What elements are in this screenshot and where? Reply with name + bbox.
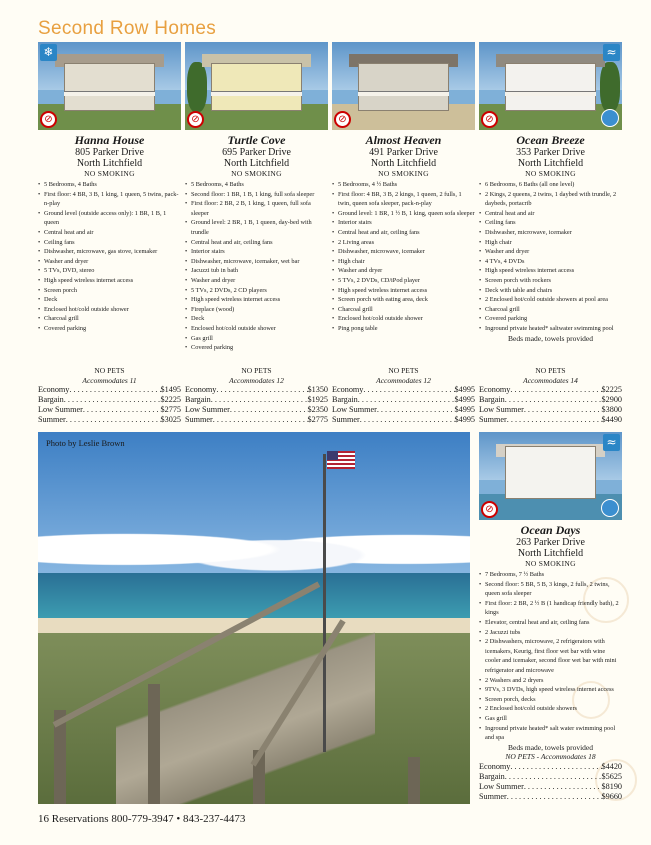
rates-turtle-cove bbox=[185, 366, 328, 425]
feature-item: • Inground private heated* salt water swimming pool and spa bbox=[479, 724, 622, 743]
property-name: Turtle Cove bbox=[227, 133, 286, 147]
feature-item: • Gas grill bbox=[185, 334, 328, 344]
rate-row: Summer . . . $4995 bbox=[332, 415, 475, 425]
no-smoking-icon: ⊘ bbox=[334, 111, 351, 128]
property-name: Almost Heaven bbox=[365, 133, 442, 147]
pets-label: NO PETS bbox=[241, 366, 272, 375]
no-smoking-icon: ⊘ bbox=[481, 111, 498, 128]
feature-item: • Dishwasher, microwave, icemaker bbox=[332, 247, 475, 257]
feature-item: • Covered parking bbox=[38, 324, 181, 334]
feature-item: • Deck bbox=[38, 295, 181, 305]
feature-item: • 6 Bedrooms, 6 Baths (all one level) bbox=[479, 180, 622, 190]
feature-item: • 2 Enclosed hot/cold outside showers bbox=[479, 704, 622, 714]
feature-item: • 2 Washers and 2 dryers bbox=[479, 676, 622, 686]
property-turtle-cove bbox=[185, 42, 328, 353]
rate-row: Low Summer . . . $2350 bbox=[185, 405, 328, 415]
property-photo bbox=[38, 42, 181, 130]
property-area: North Litchfield bbox=[517, 548, 584, 559]
accommodates-label: Accommodates 14 bbox=[523, 375, 578, 385]
rate-row: Bargain . . . $4995 bbox=[332, 395, 475, 405]
property-area: North Litchfield bbox=[517, 158, 584, 169]
feature-item: • First floor: 4 BR, 3 B, 1 king, 1 queen, 5 twins, pack-n-play bbox=[38, 190, 181, 209]
no-smoking-label: NO SMOKING bbox=[231, 169, 282, 178]
feature-item: • 2 Dishwashers, microwave, 2 refrigerators with icemakers, Keurig, first floor wet bar with wine cooler and icemaker, second floor wet bar with mini refrigerator and microwave bbox=[479, 637, 622, 675]
feature-item: • Ping pong table bbox=[332, 324, 475, 334]
feature-item: • 2 Kings, 2 queens, 2 twins, 1 daybed with trundle, 2 daybeds, portacrib bbox=[479, 190, 622, 209]
rate-table bbox=[38, 385, 181, 425]
feature-item: • Central heat and air, ceiling fans bbox=[332, 228, 475, 238]
award-badge-icon bbox=[601, 109, 619, 127]
property-photo bbox=[332, 42, 475, 130]
rate-row: Summer . . . $9660 bbox=[479, 792, 622, 802]
feature-item: • 7 Bedrooms, 7 ½ Baths bbox=[479, 570, 622, 580]
property-address: 353 Parker Drive bbox=[516, 147, 585, 158]
feature-list bbox=[38, 180, 181, 334]
rate-table bbox=[479, 762, 622, 802]
american-flag bbox=[327, 451, 355, 469]
pets-label: NO PETS bbox=[388, 366, 419, 375]
extras-label: Beds made, towels provided bbox=[508, 742, 593, 752]
feature-item: • High chair bbox=[332, 257, 475, 267]
rate-row: Low Summer . . . $8190 bbox=[479, 782, 622, 792]
no-smoking-icon: ⊘ bbox=[187, 111, 204, 128]
property-name: Ocean Days bbox=[520, 523, 581, 537]
feature-item: • 5 TVs, 2 DVDs, CD/iPod player bbox=[332, 276, 475, 286]
property-area: North Litchfield bbox=[76, 158, 143, 169]
rate-table bbox=[479, 385, 622, 425]
feature-item: • Dishwasher, microwave, icemaker bbox=[479, 228, 622, 238]
feature-item: • Second floor: 5 BR, 5 B, 3 kings, 2 fulls, 2 twins, queen sofa sleeper bbox=[479, 580, 622, 599]
feature-item: • Second floor: 1 BR, 1 B, 1 king, full sofa sleeper bbox=[185, 190, 328, 200]
feature-item: • Ground level: 1 BR, 1 ½ B, 1 king, queen sofa sleeper bbox=[332, 209, 475, 219]
feature-item: • Fireplace (wood) bbox=[185, 305, 328, 315]
rate-row: Bargain . . . $2900 bbox=[479, 395, 622, 405]
feature-item: • Inground private heated* saltwater swimming pool bbox=[479, 324, 622, 334]
award-badge-icon bbox=[601, 499, 619, 517]
feature-item: • 5 Bedrooms, 4 ½ Baths bbox=[332, 180, 475, 190]
feature-item: • High speed wireless internet access bbox=[185, 295, 328, 305]
rate-row: Low Summer . . . $2775 bbox=[38, 405, 181, 415]
feature-item: • 5 Bedrooms, 4 Baths bbox=[38, 180, 181, 190]
feature-item: • Charcoal grill bbox=[479, 305, 622, 315]
rate-row: Bargain . . . $2225 bbox=[38, 395, 181, 405]
swimming-pool-icon: ≈ bbox=[603, 434, 620, 451]
feature-item: • Jacuzzi tub in bath bbox=[185, 266, 328, 276]
accommodates-label: Accommodates 12 bbox=[376, 375, 431, 385]
feature-item: • 2 Enclosed hot/cold outside showers at pool area bbox=[479, 295, 622, 305]
rates-ocean-breeze bbox=[479, 366, 622, 425]
property-photo bbox=[479, 432, 622, 520]
feature-item: • 5 TVs, DVD, stereo bbox=[38, 266, 181, 276]
property-hanna-house bbox=[38, 42, 181, 334]
feature-item: • Screen porch bbox=[38, 286, 181, 296]
rate-row: Economy . . . $2225 bbox=[479, 385, 622, 395]
feature-item: • Screen porch with eating area, deck bbox=[332, 295, 475, 305]
feature-item: • Washer and dryer bbox=[332, 266, 475, 276]
feature-item: • Washer and dryer bbox=[479, 247, 622, 257]
feature-item: • Enclosed hot/cold outside shower bbox=[332, 314, 475, 324]
feature-item: • Enclosed hot/cold outside shower bbox=[38, 305, 181, 315]
swimming-pool-icon: ≈ bbox=[603, 44, 620, 61]
feature-item: • Covered parking bbox=[479, 314, 622, 324]
rate-table bbox=[332, 385, 475, 425]
no-smoking-label: NO SMOKING bbox=[84, 169, 135, 178]
feature-item: • Central heat and air, ceiling fans bbox=[185, 238, 328, 248]
rate-table bbox=[185, 385, 328, 425]
feature-item: • Interior stairs bbox=[332, 218, 475, 228]
property-address: 491 Parker Drive bbox=[369, 147, 438, 158]
feature-item: • High chair bbox=[479, 238, 622, 248]
property-address: 805 Parker Drive bbox=[75, 147, 144, 158]
feature-item: • Washer and dryer bbox=[185, 276, 328, 286]
property-almost-heaven bbox=[332, 42, 475, 334]
feature-item: • Interior stairs bbox=[185, 247, 328, 257]
rate-row: Bargain . . . $1925 bbox=[185, 395, 328, 405]
rate-row: Economy . . . $1495 bbox=[38, 385, 181, 395]
feature-list bbox=[185, 180, 328, 353]
no-smoking-icon: ⊘ bbox=[40, 111, 57, 128]
feature-item: • High speed wireless internet access bbox=[38, 276, 181, 286]
feature-item: • Washer and dryer bbox=[38, 257, 181, 267]
beach-walkway-photo bbox=[38, 432, 470, 804]
snowflake-icon: ❄ bbox=[40, 44, 57, 61]
property-name: Hanna House bbox=[74, 133, 145, 147]
property-address: 263 Parker Drive bbox=[516, 537, 585, 548]
feature-item: • First floor: 2 BR, 2 B, 1 king, 1 queen, full sofa sleeper bbox=[185, 199, 328, 218]
rate-row: Economy . . . $1350 bbox=[185, 385, 328, 395]
photo-credit: Photo by Leslie Brown bbox=[46, 438, 125, 448]
property-area: North Litchfield bbox=[370, 158, 437, 169]
property-ocean-breeze bbox=[479, 42, 622, 343]
feature-item: • Ground level (outside access only): 1 BR, 1 B, 1 queen bbox=[38, 209, 181, 228]
page-title: Second Row Homes bbox=[38, 18, 216, 39]
no-smoking-label: NO SMOKING bbox=[525, 169, 576, 178]
property-address: 695 Parker Drive bbox=[222, 147, 291, 158]
feature-item: • First floor: 4 BR, 3 B, 2 kings, 1 queen, 2 fulls, 1 twin, queen sofa sleeper, pack-n-play bbox=[332, 190, 475, 209]
rate-row: Economy . . . $4420 bbox=[479, 762, 622, 772]
feature-item: • High speed wireless internet access bbox=[332, 286, 475, 296]
feature-item: • Deck with table and chairs bbox=[479, 286, 622, 296]
feature-list bbox=[479, 180, 622, 334]
no-smoking-label: NO SMOKING bbox=[378, 169, 429, 178]
property-name: Ocean Breeze bbox=[516, 133, 585, 147]
rate-row: Summer . . . $3025 bbox=[38, 415, 181, 425]
rates-almost-heaven bbox=[332, 366, 475, 425]
feature-item: • Central heat and air bbox=[38, 228, 181, 238]
rate-row: Low Summer . . . $4995 bbox=[332, 405, 475, 415]
pets-label: NO PETS bbox=[535, 366, 566, 375]
feature-item: • Ground level: 2 BR, 1 B, 1 queen, day-bed with trundle bbox=[185, 218, 328, 237]
feature-item: • 2 Living areas bbox=[332, 238, 475, 248]
feature-item: • 9TVs, 3 DVDs, high speed wireless internet access bbox=[479, 685, 622, 695]
rate-row: Economy . . . $4995 bbox=[332, 385, 475, 395]
feature-item: • 5 TVs, 2 DVDs, 2 CD players bbox=[185, 286, 328, 296]
feature-item: • Dishwasher, microwave, icemaker, wet bar bbox=[185, 257, 328, 267]
feature-item: • Gas grill bbox=[479, 714, 622, 724]
feature-item: • High speed wireless internet access bbox=[479, 266, 622, 276]
feature-item: • Screen porch, decks bbox=[479, 695, 622, 705]
property-ocean-days bbox=[479, 432, 622, 802]
accommodates-label: Accommodates 12 bbox=[229, 375, 284, 385]
feature-item: • Central heat and air bbox=[479, 209, 622, 219]
feature-item: • Enclosed hot/cold outside shower bbox=[185, 324, 328, 334]
feature-item: • First floor: 2 BR, 2 ½ B (1 handicap friendly bath), 2 kings bbox=[479, 599, 622, 618]
feature-item: • 2 Jacuzzi tubs bbox=[479, 628, 622, 638]
feature-item: • Ceiling fans bbox=[479, 218, 622, 228]
feature-item: • Ceiling fans bbox=[38, 238, 181, 248]
pets-accommodates-label: NO PETS - Accommodates 18 bbox=[505, 752, 596, 762]
pets-label: NO PETS bbox=[94, 366, 125, 375]
feature-item: • Elevator, central heat and air, ceiling fans bbox=[479, 618, 622, 628]
no-smoking-label: NO SMOKING bbox=[525, 559, 576, 568]
feature-item: • Deck bbox=[185, 314, 328, 324]
no-smoking-icon: ⊘ bbox=[481, 501, 498, 518]
rate-row: Summer . . . $2775 bbox=[185, 415, 328, 425]
rates-hanna-house bbox=[38, 366, 181, 425]
feature-item: • Screen porch with rockers bbox=[479, 276, 622, 286]
rate-row: Summer . . . $4490 bbox=[479, 415, 622, 425]
feature-item: • 4 TVs, 4 DVDs bbox=[479, 257, 622, 267]
feature-list bbox=[332, 180, 475, 334]
rate-row: Low Summer . . . $3800 bbox=[479, 405, 622, 415]
feature-list bbox=[479, 570, 622, 743]
feature-item: • Covered parking bbox=[185, 343, 328, 353]
accommodates-label: Accommodates 11 bbox=[82, 375, 137, 385]
extras-label: Beds made, towels provided bbox=[508, 333, 593, 343]
rate-row: Bargain . . . $5625 bbox=[479, 772, 622, 782]
property-area: North Litchfield bbox=[223, 158, 290, 169]
property-photo bbox=[479, 42, 622, 130]
feature-item: • 5 Bedrooms, 4 Baths bbox=[185, 180, 328, 190]
feature-item: • Charcoal grill bbox=[332, 305, 475, 315]
property-photo bbox=[185, 42, 328, 130]
feature-item: • Charcoal grill bbox=[38, 314, 181, 324]
feature-item: • Dishwasher, microwave, gas stove, icemaker bbox=[38, 247, 181, 257]
page-footer: 16 Reservations 800-779-3947 • 843-237-4473 bbox=[38, 813, 246, 825]
